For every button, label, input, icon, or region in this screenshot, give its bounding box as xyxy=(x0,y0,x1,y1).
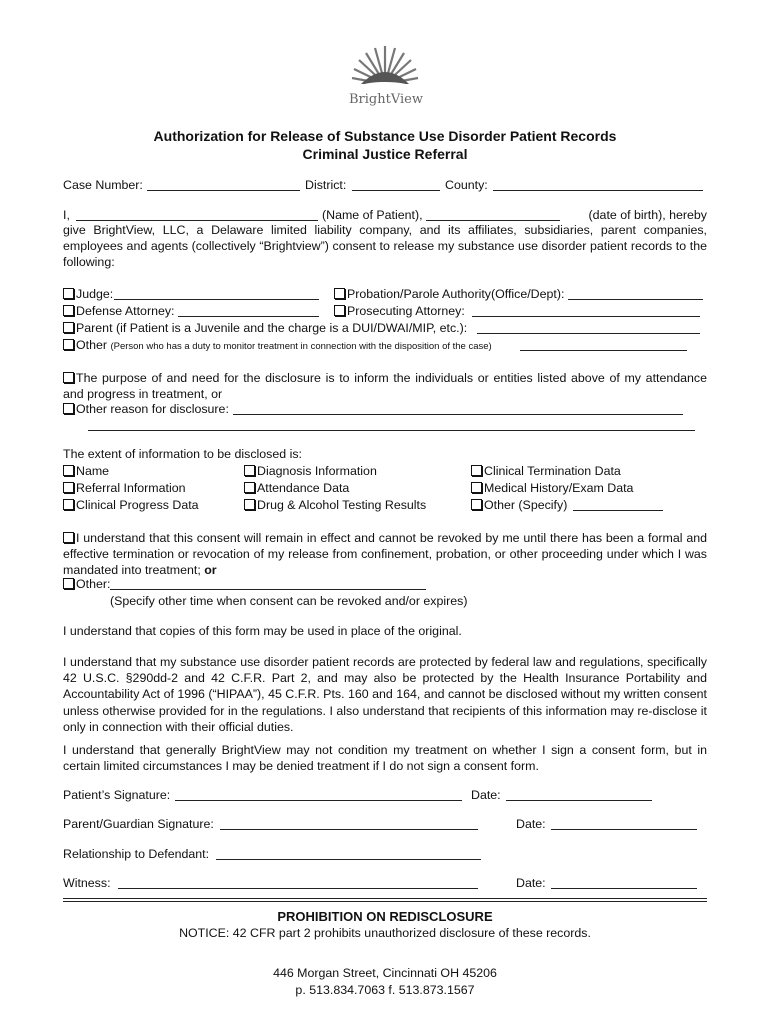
parent-label: Parent (if Patient is a Juvenile and the charge is a DUI/DWAI/MIP, etc.): xyxy=(76,321,468,335)
form-title: Authorization for Release of Substance Use Disorder Patient Records xyxy=(153,128,617,144)
extent-other-field[interactable] xyxy=(573,510,663,511)
prosecuting-checkbox[interactable] xyxy=(334,305,345,316)
judge-option[interactable] xyxy=(63,287,113,301)
prohibition-heading: PROHIBITION ON REDISCLOSURE xyxy=(277,909,493,924)
judge-label: Judge: xyxy=(76,287,114,301)
relationship-field[interactable] xyxy=(216,859,481,860)
defense-label: Defense Attorney: xyxy=(76,304,175,318)
form-subtitle: Criminal Justice Referral xyxy=(302,146,468,162)
revocation-label: I understand that this consent will remain in effect and cannot be revoked by me until there has been a formal and effective termination or revocation of my release from confinement, probation, or other proceeding under which I was mandated into treatment; xyxy=(63,531,707,578)
patient-date-label: Date: xyxy=(471,788,501,802)
other-recipient-label: Other xyxy=(76,338,107,352)
defense-field[interactable] xyxy=(178,316,319,317)
extent-label: Drug & Alcohol Testing Results xyxy=(257,498,427,512)
guardian-date-label: Date: xyxy=(516,817,546,831)
revocation-other-field[interactable] xyxy=(110,589,426,590)
defense-checkbox[interactable] xyxy=(63,305,74,316)
case-number-label: Case Number: xyxy=(63,178,143,192)
purpose-checkbox[interactable] xyxy=(63,372,74,383)
logo xyxy=(345,40,425,115)
revocation-text xyxy=(63,530,707,579)
name-of-patient-label: (Name of Patient), xyxy=(322,208,423,222)
county-field[interactable] xyxy=(493,190,703,191)
relationship-label: Relationship to Defendant: xyxy=(63,847,210,861)
checkbox[interactable] xyxy=(63,465,74,476)
footer-divider-2 xyxy=(63,901,707,902)
revocation-other-label: Other: xyxy=(76,577,111,591)
purpose-label: The purpose of and need for the disclosure is to inform the individuals or entities listed above of my attendance and progress in treatment, or xyxy=(63,371,707,402)
district-label: District: xyxy=(305,178,347,192)
witness-date-label: Date: xyxy=(516,876,546,890)
revocation-specify: (Specify other time when consent can be revoked and/or expires) xyxy=(110,594,468,608)
county-label: County: xyxy=(445,178,488,192)
prosecuting-option[interactable] xyxy=(334,304,465,318)
extent-diagnosis-option[interactable] xyxy=(244,464,377,478)
defense-option[interactable] xyxy=(63,304,175,318)
consent-body: give BrightView, LLC, a Delaware limited liability company, and its affiliates, subsidiaries, parent companies, employees and agents (collectively “Brightview”) consent to release my substance use disorder patient records to the following: xyxy=(63,223,707,270)
parent-checkbox[interactable] xyxy=(63,322,74,333)
dob-label: (date of birth), hereby xyxy=(588,208,707,222)
extent-other-option[interactable] xyxy=(471,498,567,512)
witness-field[interactable] xyxy=(118,888,478,889)
probation-option[interactable] xyxy=(334,287,564,301)
dob-field[interactable] xyxy=(426,220,560,221)
extent-label: Medical History/Exam Data xyxy=(484,481,634,495)
revocation-other-option[interactable] xyxy=(63,577,110,591)
other-reason-option[interactable] xyxy=(63,402,229,416)
extent-attendance-option[interactable] xyxy=(244,481,349,495)
probation-label: Probation/Parole Authority(Office/Dept): xyxy=(347,287,565,301)
witness-label: Witness: xyxy=(63,876,111,890)
checkbox[interactable] xyxy=(244,482,255,493)
prosecuting-label: Prosecuting Attorney: xyxy=(347,304,465,318)
checkbox[interactable] xyxy=(63,499,74,510)
judge-field[interactable] xyxy=(114,299,319,300)
notice-text: NOTICE: 42 CFR part 2 prohibits unauthorized disclosure of these records. xyxy=(179,926,591,940)
checkbox[interactable] xyxy=(471,465,482,476)
extent-name-option[interactable] xyxy=(63,464,109,478)
footer-divider xyxy=(63,898,707,899)
witness-date-field[interactable] xyxy=(551,888,697,889)
protection-text: I understand that my substance use disorder patient records are protected by federal law and regulations, specifically 42 U.S.C. §290dd-2 and 42 C.F.R. Part 2, and may also be protected by the Health Insurance Portability and Accountability Act of 1996 (“HIPAA”), 45 C.F.R. Pts. 160 and 164, and cannot be disclosed without my written consent unless otherwise provided for in the regulations. I also understand that recipients of this information may re-disclose it only in connection with their official duties. xyxy=(63,655,707,734)
parent-option[interactable] xyxy=(63,321,467,335)
extent-label: Diagnosis Information xyxy=(257,464,377,478)
guardian-signature-field[interactable] xyxy=(220,829,478,830)
probation-checkbox[interactable] xyxy=(334,288,345,299)
other-recipient-checkbox[interactable] xyxy=(63,339,74,350)
extent-label: Clinical Termination Data xyxy=(484,464,621,478)
guardian-signature-label: Parent/Guardian Signature: xyxy=(63,817,214,831)
other-recipient-field[interactable] xyxy=(520,350,687,351)
other-reason-label: Other reason for disclosure: xyxy=(76,402,229,416)
other-recipient-desc: (Person who has a duty to monitor treatment in connection with the disposition of the case) xyxy=(110,341,492,352)
extent-testing-option[interactable] xyxy=(244,498,426,512)
extent-medical-option[interactable] xyxy=(471,481,633,495)
other-reason-field-2[interactable] xyxy=(88,430,695,431)
case-number-field[interactable] xyxy=(147,190,300,191)
extent-referral-option[interactable] xyxy=(63,481,186,495)
revocation-or: or xyxy=(204,563,217,578)
other-recipient-option[interactable] xyxy=(63,338,492,352)
probation-field[interactable] xyxy=(568,299,703,300)
other-reason-checkbox[interactable] xyxy=(63,403,74,414)
checkbox[interactable] xyxy=(244,499,255,510)
treatment-text: I understand that generally BrightView may not condition my treatment on whether I sign a consent form, but in certain limited circumstances I may be denied treatment if I do not sign a consent form. xyxy=(63,743,707,774)
purpose-text xyxy=(63,370,707,402)
judge-checkbox[interactable] xyxy=(63,288,74,299)
extent-label: Name xyxy=(76,464,110,478)
logo-text: BrightView xyxy=(349,92,423,107)
parent-field[interactable] xyxy=(477,333,700,334)
checkbox[interactable] xyxy=(471,499,482,510)
sunburst-logo-icon xyxy=(345,40,425,95)
extent-label: Attendance Data xyxy=(257,481,350,495)
patient-signature-label: Patient’s Signature: xyxy=(63,788,171,802)
extent-heading: The extent of information to be disclosed is: xyxy=(63,447,302,461)
patient-name-field[interactable] xyxy=(76,220,318,221)
patient-signature-field[interactable] xyxy=(175,800,462,801)
extent-label: Other (Specify) xyxy=(484,498,568,512)
guardian-date-field[interactable] xyxy=(551,829,697,830)
checkbox[interactable] xyxy=(63,482,74,493)
checkbox[interactable] xyxy=(471,482,482,493)
checkbox[interactable] xyxy=(244,465,255,476)
address-text: 446 Morgan Street, Cincinnati OH 45206 xyxy=(273,966,497,980)
copies-text: I understand that copies of this form may be used in place of the original. xyxy=(63,624,462,638)
prosecuting-field[interactable] xyxy=(472,316,700,317)
revocation-checkbox[interactable] xyxy=(63,532,74,543)
district-field[interactable] xyxy=(352,190,440,191)
consent-i: I, xyxy=(63,208,70,222)
patient-date-field[interactable] xyxy=(506,800,652,801)
extent-label: Clinical Progress Data xyxy=(76,498,199,512)
extent-termination-option[interactable] xyxy=(471,464,621,478)
phone-text: p. 513.834.7063 f. 513.873.1567 xyxy=(295,983,475,997)
revocation-other-checkbox[interactable] xyxy=(63,578,74,589)
extent-label: Referral Information xyxy=(76,481,186,495)
other-reason-field[interactable] xyxy=(233,414,683,415)
extent-progress-option[interactable] xyxy=(63,498,199,512)
